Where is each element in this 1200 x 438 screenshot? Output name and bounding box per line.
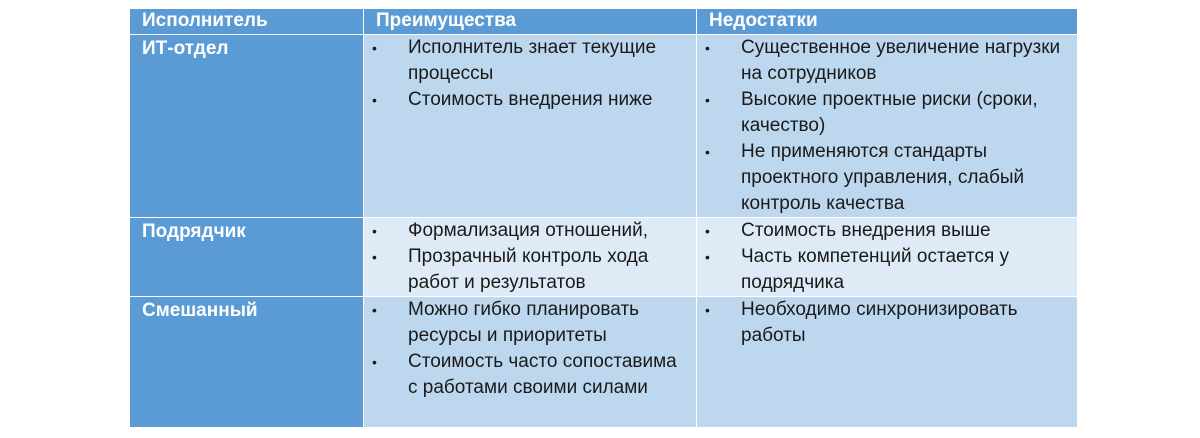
header-performer: Исполнитель (130, 9, 364, 35)
table-row (130, 35, 1078, 218)
bullet-icon: • (372, 249, 377, 265)
cell-advantages (364, 297, 697, 428)
row-label-mixed: Смешанный (130, 297, 364, 428)
disadvantages-list (697, 218, 1077, 296)
table-row (130, 297, 1078, 428)
list-item: • Существенное увеличение нагрузки на сотрудников (705, 37, 1061, 84)
cell-disadvantages (697, 218, 1078, 297)
cell-advantages (364, 35, 697, 218)
row-label-contractor: Подрядчик (130, 218, 364, 297)
list-item: • Можно гибко планировать ресурсы и приоритеты (372, 299, 640, 346)
advantages-list (364, 218, 696, 296)
table-row (130, 218, 1078, 297)
disadvantages-list (697, 35, 1077, 217)
header-disadvantages: Недостатки (697, 9, 1078, 35)
bullet-icon: • (705, 92, 710, 108)
list-item: • Не применяются стандарты проектного управления, слабый контроль качества (705, 141, 1025, 214)
list-item: • Часть компетенций остается у подрядчика (705, 246, 1010, 293)
list-item: • Исполнитель знает текущие процессы (372, 37, 657, 84)
bullet-icon: • (372, 92, 377, 108)
list-item: • Прозрачный контроль хода работ и результатов (372, 246, 649, 293)
bullet-icon: • (372, 223, 377, 239)
bullet-icon: • (372, 40, 377, 56)
bullet-icon: • (705, 302, 710, 318)
bullet-icon: • (372, 302, 377, 318)
cell-disadvantages (697, 297, 1078, 428)
list-item: • Стоимость внедрения выше (697, 218, 1077, 244)
list-item: • Высокие проектные риски (сроки, качество) (705, 89, 1038, 136)
advantages-list (364, 35, 696, 113)
row-label-it-department: ИТ-отдел (130, 35, 364, 218)
comparison-table (129, 8, 1078, 428)
advantages-list (364, 297, 696, 401)
cell-advantages (364, 218, 697, 297)
list-item: • Формализация отношений, (364, 218, 696, 244)
cell-disadvantages (697, 35, 1078, 218)
list-item: • Стоимость внедрения ниже (364, 87, 696, 113)
bullet-icon: • (372, 354, 377, 370)
list-item: • Необходимо синхронизировать работы (705, 299, 1018, 346)
bullet-icon: • (705, 223, 710, 239)
list-item: • Стоимость часто сопоставима с работами своими силами (372, 351, 677, 398)
bullet-icon: • (705, 144, 710, 160)
disadvantages-list (697, 297, 1077, 349)
bullet-icon: • (705, 40, 710, 56)
bullet-icon: • (705, 249, 710, 265)
header-advantages: Преимущества (364, 9, 697, 35)
header-row (130, 9, 1078, 35)
